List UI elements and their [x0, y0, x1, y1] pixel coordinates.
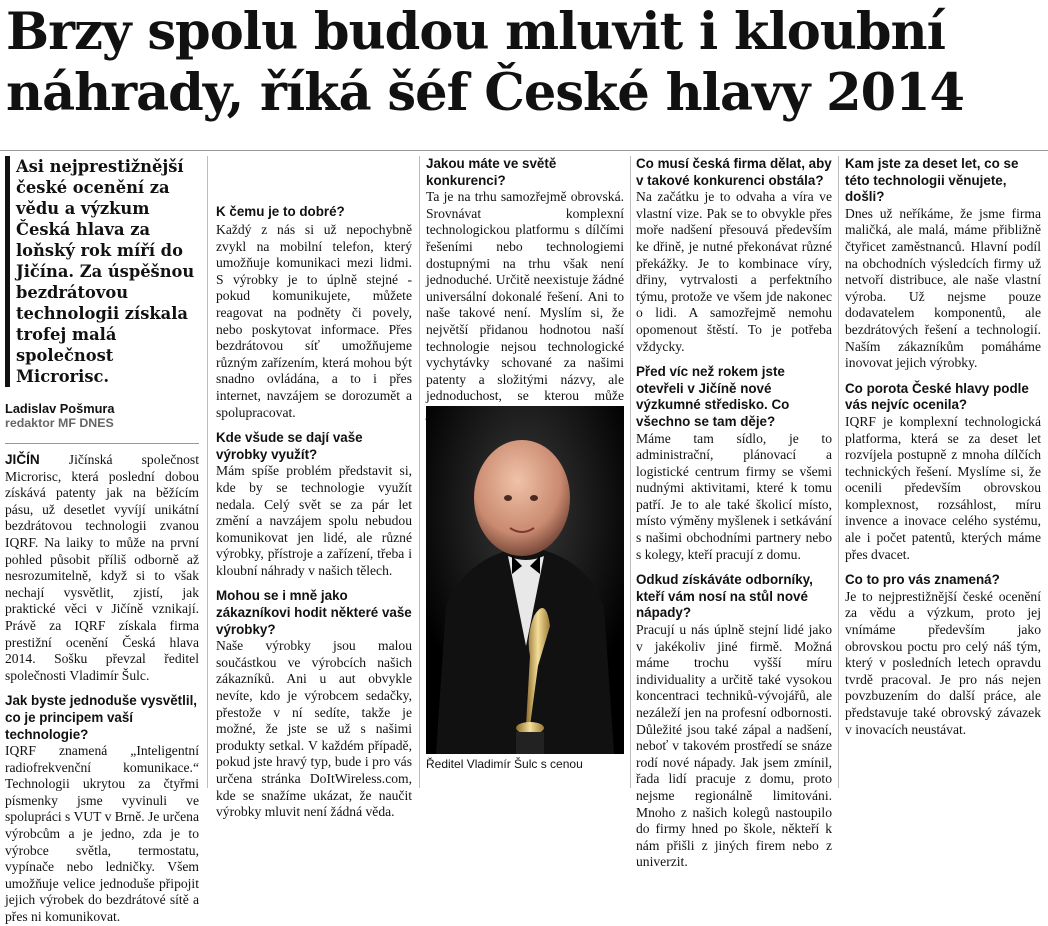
byline	[5, 401, 199, 431]
answer-11: Je to nejprestižnější české ocenění za vědu a výzkum, proto jej vnímáme především jako obrovskou poctu pro celý náš tým, který v posledních letech opravdu tvrdě pracoval. Je pro nás nejen povzbuzením do další práce, ale představuje také obrovský závazek v inovacích neustávat.	[845, 588, 1041, 737]
intro-text: Jičínská společnost Microrisc, která poslední dobou získává patenty jak na běžícím pásu, už desetlet vyvíjí unikátní bezdrátovou technologii zvanou IQRF. Na laiky to může na první pohled působit příliš odborně až nesrozumitelně, když si to však nechají vysvětlit, zjistí, jak praktické věci v Jičíně vznikají. Právě za IQRF získala firma prestižní ocenění Česká hlava 2014. Sošku převzal ředitel společnosti Vladimír Šulc.	[5, 452, 199, 683]
column-1	[5, 156, 199, 925]
question-1: Jak byste jednoduše vysvětlil, co je principem vaší technologie?	[5, 693, 198, 742]
column-divider	[419, 156, 420, 788]
answer-5: Ta je na trhu samozřejmě obrovská. Srovnávat komplexní technologickou platformu s dílčími řešeními nebo technologiemi dostupnými na trhu však není jednoduché. Určitě neexistuje žádné universální dokonalé řešení. Ani to naše takové není. Myslím si, že největší přidanou hodnotou naší technologie nejsou technologické vychytávky schované za našimi patenty a složitými názvy, ale jednoduchost, se kterou může	[426, 189, 624, 404]
answer-1: IQRF znamená „Inteligentní radiofrekvenční komunikace.“ Technologii ukrytou za čtyřmi písmenky jsme vyvinuli ve spolupráci s VUT v Brně. Je určena výrobcům a je jedno, zda je to výrobce světla, termostatu, vypínače nebo ledničky. Všem umožňuje velice jednoduše připojit jejich výrobek do bezdrátové sítě a přes ni komunikovat.	[5, 743, 199, 925]
intro-paragraph	[5, 452, 199, 684]
headline-rule	[0, 150, 1048, 151]
byline-divider	[5, 443, 199, 444]
question-10: Co porota České hlavy podle vás nejvíc ocenila?	[845, 380, 1029, 413]
column-divider	[207, 156, 208, 788]
answer-7: Máme tam sídlo, je to administrační, plánovací a logistické centrum firmy se všemi nudnými aktivitami, které k tomu patří. Je to ale také školicí místo, místo výměny myšlenek i setkávání s našimi obchodními partnery nebo s kolegy, kteří pracují z domu.	[636, 430, 832, 562]
question-9: Kam jste za deset let, co se této technologii věnujete, došli?	[845, 156, 1019, 205]
column-divider	[630, 156, 631, 788]
author-role: redaktor MF DNES	[5, 416, 114, 430]
answer-4: Naše výrobky jsou malou součástkou ve výrobcích našich zákazníků. Ani u aut obvykle nevíte, kdo je výrobcem sedačky, přestože v ní sedíte, takže je možné, že jste se už s našimi produkty setkal. V každém případě, pokud jste hravý typ, bude i pro vás určena stránka DoItWireless.com, kde se snažíme ukázat, že naučit výrobky mluvit není žádná věda.	[216, 638, 412, 820]
column-divider	[838, 156, 839, 788]
headline-line-2: náhrady, říká šéf České hlavy 2014	[6, 63, 965, 123]
question-4: Mohou se i mně jako zákazníkovi hodit některé vaše výrobky?	[216, 588, 412, 637]
photo-portrait	[426, 406, 624, 754]
answer-10: IQRF je komplexní technologická platforma, která se za deset let rozvíjela postupně z mnoha dílčích technických řešení. Myslíme si, že ocenili především obrovskou komplexnost, rozsáhlost, míru invence a inovace celého systému, ale i počet patentů, kterých máme přes dvacet.	[845, 413, 1041, 562]
question-5: Jakou máte ve světě konkurenci?	[426, 156, 557, 188]
headline	[6, 2, 1042, 124]
question-11: Co to pro vás znamená?	[845, 572, 1000, 588]
question-3: Kde všude se dají vaše výrobky využít?	[216, 430, 363, 462]
question-2: K čemu je to dobré?	[216, 204, 345, 219]
answer-3: Mám spíše problém představit si, kde by se technologie využít nedala. Celý svět se za pár let změní a navzájem spolu nebudou komunikovat jen lidé, ale různé výrobky, přístroje a zařízení, třeba i kloubní náhrady v našich tělech.	[216, 463, 412, 578]
author-name: Ladislav Pošmura	[5, 401, 115, 416]
dateline: JIČÍN	[5, 452, 40, 467]
answer-9: Dnes už neříkáme, že jsme firma maličká, ale malá, máme přibližně čtyřicet zaměstnanců. Hlavní podíl na obchodních výsledcích firmy už netvoří distribuce, ale naše vlastní výroba. Už nejsme pouze dodavatelem komponentů, ale bezdrátových řešení a technologií. Naším zákazníkům pomáháme inovovat jejich výrobky.	[845, 205, 1041, 371]
column-4	[636, 156, 832, 870]
question-6: Co musí česká firma dělat, aby v takové konkurenci obstála?	[636, 156, 832, 188]
answer-8: Pracují u nás úplně stejní lidé jako v jakékoliv jiné firmě. Možná máme trochu vyšší míru individuality a určitě také vysokou koncentraci techniků-vývojářů, ale nezáleží jen na profesní odbornosti. Důležité jsou také zápal a nadšení, neboť v takovém prostředí se snáze rodí nové nápady. Jak jsem zmínil, řada lidí pracuje z domu, proto nejsme regionálně limitováni. Mnoho z našich kolegů nastoupilo do firmy hned po škole, někteří k nám přišli z jiných firem nebo z univerzit.	[636, 622, 832, 870]
lead-paragraph: Asi nejprestižnější české ocenění za vědu a výzkum Česká hlava za loňský rok míří do Jičína. Za úspěšnou bezdrátovou technologii získala trofej malá společnost Microrisc.	[5, 156, 199, 387]
column-2	[216, 156, 412, 820]
column-3	[426, 156, 624, 404]
photo-caption: Ředitel Vladimír Šulc s cenou	[426, 757, 583, 771]
question-7: Před víc než rokem jste otevřeli v Jičíně nové výzkumné středisko. Co všechno se tam děje?	[636, 364, 790, 429]
answer-2: Každý z nás si už nepochybně zvykl na mobilní telefon, který umožňuje komunikaci mezi lidmi. S výrobky je to úplně stejné - pokud komunikujete, můžete reagovat na podněty či povely, nebo poskytovat informace. Přes bezdrátovou síť umožňujeme různým zařízením, která mohou být snadno ovládána, a to i přes internet, navzájem se dorozumět a spolupracovat.	[216, 222, 412, 420]
answer-6: Na začátku je to odvaha a víra ve vlastní vize. Pak se to obvykle přes moře nadšení přesouvá především ke dřině, je nutné překonávat různé překážky. Je to kombinace víry, dřiny, vytrvalosti a perfektního týmu, protože ve všem jde nakonec o lidi. A samozřejmě nemohu opomenout štěstí. To je potřeba vždycky.	[636, 189, 832, 354]
headline-line-1: Brzy spolu budou mluvit i kloubní	[6, 2, 945, 62]
question-8: Odkud získáváte odborníky, kteří vám nosí na stůl nové nápady?	[636, 572, 813, 621]
column-5	[845, 156, 1041, 788]
photo	[426, 406, 624, 754]
